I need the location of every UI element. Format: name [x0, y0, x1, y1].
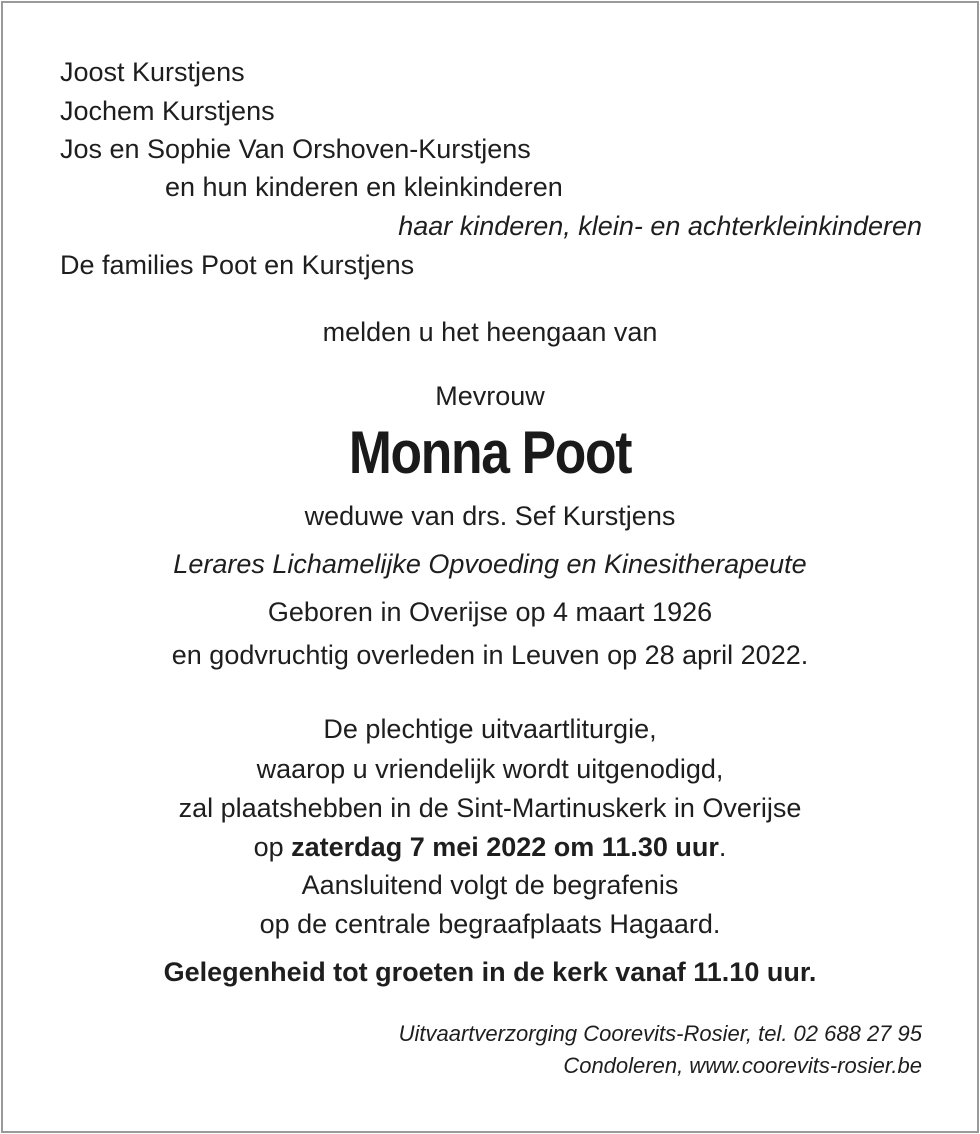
funeral-line-5: Aansluitend volgt de begrafenis [301, 870, 679, 900]
deceased-name: Monna Poot [348, 419, 632, 486]
undertaker-line: Uitvaartverzorging Coorevits-Rosier, tel. 02 688 27 95 [398, 1021, 922, 1046]
family-line-jochem: Jochem Kurstjens [60, 96, 275, 126]
profession-line: Lerares Lichamelijke Opvoeding en Kinesitherapeute [173, 549, 807, 579]
funeral-date-suffix: . [718, 832, 727, 862]
funeral-date-prefix: op [253, 832, 292, 862]
announcement-text: melden u het heengaan van [322, 317, 658, 347]
spouse-line: weduwe van drs. Sef Kurstjens [304, 501, 676, 531]
family-line-children: en hun kinderen en kleinkinderen [165, 172, 563, 202]
birth-line: Geboren in Overijse op 4 maart 1926 [267, 597, 713, 627]
funeral-date-line [0, 828, 980, 866]
family-line-grandchildren: haar kinderen, klein- en achterkleinkinderen [398, 211, 922, 241]
funeral-line-6: op de centrale begraafplaats Hagaard. [259, 909, 721, 939]
greeting-line: Gelegenheid tot groeten in de kerk vanaf 11.10 uur. [163, 957, 817, 987]
funeral-line-1: De plechtige uitvaartliturgie, [323, 714, 657, 744]
funeral-date: zaterdag 7 mei 2022 om 11.30 uur [291, 832, 719, 862]
condolences-line: Condoleren, www.coorevits-rosier.be [563, 1053, 922, 1078]
funeral-line-3: zal plaatshebben in de Sint-Martinuskerk in Overijse [178, 793, 802, 823]
funeral-line-2: waarop u vriendelijk wordt uitgenodigd, [256, 754, 724, 784]
death-line: en godvruchtig overleden in Leuven op 28 april 2022. [171, 640, 809, 670]
family-line-families: De families Poot en Kurstjens [60, 250, 415, 280]
deceased-title: Mevrouw [435, 381, 545, 411]
family-line-joost: Joost Kurstjens [60, 57, 245, 87]
family-line-jos-sophie: Jos en Sophie Van Orshoven-Kurstjens [60, 134, 531, 164]
